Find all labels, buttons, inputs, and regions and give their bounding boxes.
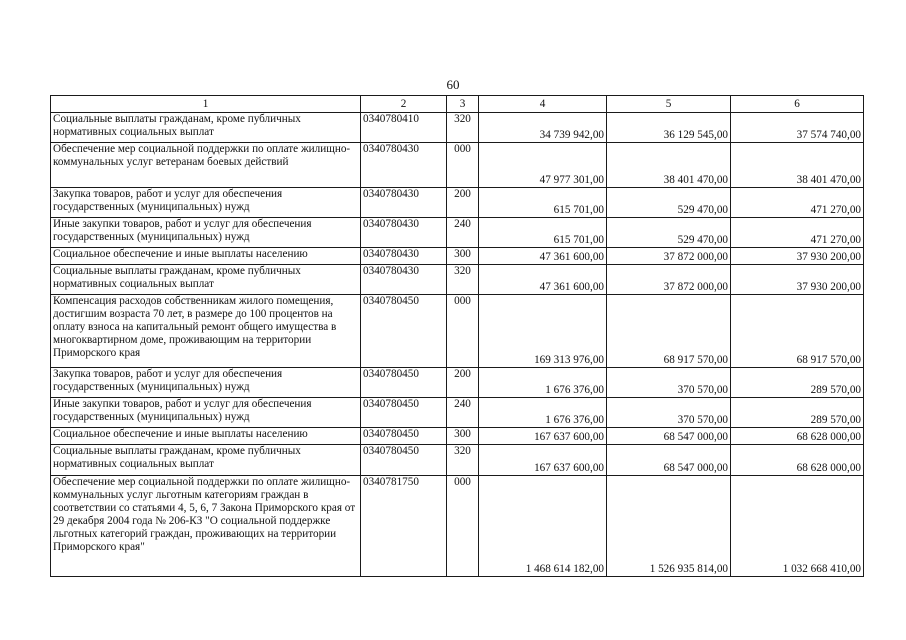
row-type: 000 [447, 476, 479, 577]
row-type: 300 [447, 428, 479, 445]
table-row [51, 265, 864, 295]
row-name: Социальные выплаты гражданам, кроме публичных нормативных социальных выплат [51, 445, 361, 476]
row-value-4: 47 361 600,00 [479, 265, 607, 295]
row-value-6: 289 570,00 [731, 398, 864, 428]
table-row [51, 248, 864, 265]
row-value-4: 47 361 600,00 [479, 248, 607, 265]
row-value-6: 37 930 200,00 [731, 265, 864, 295]
row-value-4: 615 701,00 [479, 188, 607, 218]
table-body [51, 113, 864, 577]
row-code: 0340780430 [361, 265, 447, 295]
row-type: 240 [447, 218, 479, 248]
row-value-5: 529 470,00 [607, 188, 731, 218]
row-value-4: 1 676 376,00 [479, 368, 607, 398]
row-type: 320 [447, 445, 479, 476]
row-type: 000 [447, 143, 479, 188]
row-name: Иные закупки товаров, работ и услуг для обеспечения государственных (муниципальных) нужд [51, 218, 361, 248]
table-row [51, 445, 864, 476]
row-value-4: 615 701,00 [479, 218, 607, 248]
row-name: Компенсация расходов собственникам жилого помещения, достигшим возраста 70 лет, в размере до 100 процентов на оплату взноса на капитальный ремонт общего имущества в многоквартирном доме, проживающим на территории Приморского края [51, 295, 361, 368]
row-value-6: 38 401 470,00 [731, 143, 864, 188]
row-value-4: 167 637 600,00 [479, 428, 607, 445]
row-name: Социальные выплаты гражданам, кроме публичных нормативных социальных выплат [51, 113, 361, 143]
row-type: 320 [447, 265, 479, 295]
table-header [51, 96, 864, 113]
row-type: 240 [447, 398, 479, 428]
table-row [51, 143, 864, 188]
row-type: 000 [447, 295, 479, 368]
row-value-5: 68 547 000,00 [607, 445, 731, 476]
table-row [51, 188, 864, 218]
row-type: 200 [447, 188, 479, 218]
table-row [51, 295, 864, 368]
row-value-5: 370 570,00 [607, 398, 731, 428]
table-row [51, 428, 864, 445]
row-value-5: 38 401 470,00 [607, 143, 731, 188]
column-header-6: 6 [731, 96, 864, 113]
column-header-3: 3 [447, 96, 479, 113]
row-value-6: 68 917 570,00 [731, 295, 864, 368]
row-code: 0340780450 [361, 368, 447, 398]
row-name: Закупка товаров, работ и услуг для обеспечения государственных (муниципальных) нужд [51, 188, 361, 218]
row-code: 0340780430 [361, 248, 447, 265]
row-code: 0340780430 [361, 188, 447, 218]
row-value-4: 47 977 301,00 [479, 143, 607, 188]
row-code: 0340780430 [361, 143, 447, 188]
row-value-6: 68 628 000,00 [731, 428, 864, 445]
row-value-6: 471 270,00 [731, 218, 864, 248]
row-value-4: 1 676 376,00 [479, 398, 607, 428]
row-code: 0340780450 [361, 428, 447, 445]
row-name: Социальные выплаты гражданам, кроме публичных нормативных социальных выплат [51, 265, 361, 295]
column-header-2: 2 [361, 96, 447, 113]
row-value-6: 68 628 000,00 [731, 445, 864, 476]
row-value-6: 37 574 740,00 [731, 113, 864, 143]
row-value-5: 529 470,00 [607, 218, 731, 248]
row-name: Иные закупки товаров, работ и услуг для обеспечения государственных (муниципальных) нужд [51, 398, 361, 428]
row-type: 320 [447, 113, 479, 143]
row-code: 0340780410 [361, 113, 447, 143]
row-value-6: 1 032 668 410,00 [731, 476, 864, 577]
row-value-4: 34 739 942,00 [479, 113, 607, 143]
row-value-5: 37 872 000,00 [607, 265, 731, 295]
row-value-5: 1 526 935 814,00 [607, 476, 731, 577]
page-number: 60 [446, 77, 460, 92]
row-value-6: 289 570,00 [731, 368, 864, 398]
row-type: 200 [447, 368, 479, 398]
row-value-4: 167 637 600,00 [479, 445, 607, 476]
row-value-5: 68 917 570,00 [607, 295, 731, 368]
table-row [51, 398, 864, 428]
row-name: Обеспечение мер социальной поддержки по оплате жилищно-коммунальных услуг льготным категориям граждан в соответствии со статьями 4, 5, 6, 7 Закона Приморского края от 29 декабря 2004 года № 206-КЗ "О социальной поддержке льготных категорий граждан, проживающих на территории Приморского края" [51, 476, 361, 577]
column-header-1: 1 [51, 96, 361, 113]
row-name: Социальное обеспечение и иные выплаты населению [51, 248, 361, 265]
row-code: 0340780450 [361, 445, 447, 476]
header-row [51, 96, 864, 113]
row-value-5: 37 872 000,00 [607, 248, 731, 265]
table-row [51, 113, 864, 143]
row-code: 0340780430 [361, 218, 447, 248]
row-value-5: 370 570,00 [607, 368, 731, 398]
table-row [51, 476, 864, 577]
budget-table [50, 95, 864, 577]
table-row [51, 218, 864, 248]
row-name: Обеспечение мер социальной поддержки по оплате жилищно-коммунальных услуг ветеранам боевых действий [51, 143, 361, 188]
row-value-6: 471 270,00 [731, 188, 864, 218]
column-header-4: 4 [479, 96, 607, 113]
column-header-5: 5 [607, 96, 731, 113]
row-value-4: 1 468 614 182,00 [479, 476, 607, 577]
row-value-4: 169 313 976,00 [479, 295, 607, 368]
row-code: 0340780450 [361, 295, 447, 368]
row-name: Закупка товаров, работ и услуг для обеспечения государственных (муниципальных) нужд [51, 368, 361, 398]
row-value-5: 68 547 000,00 [607, 428, 731, 445]
row-code: 0340781750 [361, 476, 447, 577]
row-name: Социальное обеспечение и иные выплаты населению [51, 428, 361, 445]
row-value-5: 36 129 545,00 [607, 113, 731, 143]
table-row [51, 368, 864, 398]
row-type: 300 [447, 248, 479, 265]
row-value-6: 37 930 200,00 [731, 248, 864, 265]
row-code: 0340780450 [361, 398, 447, 428]
